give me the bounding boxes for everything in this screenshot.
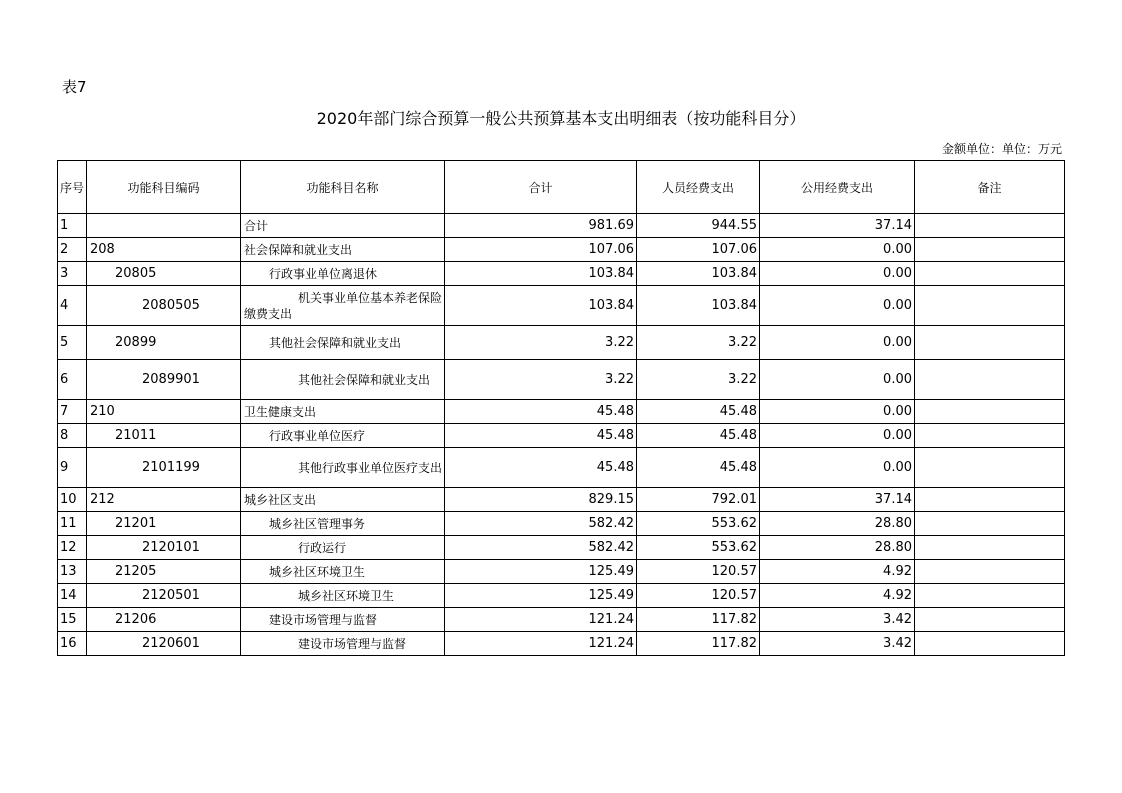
row-total: 121.24 [445, 632, 637, 656]
row-note [915, 424, 1065, 448]
row-personnel: 120.57 [637, 560, 760, 584]
row-public: 0.00 [760, 326, 915, 360]
row-seq: 16 [58, 632, 87, 656]
table-row [58, 488, 1065, 512]
row-public: 28.80 [760, 512, 915, 536]
row-note [915, 326, 1065, 360]
table-row [58, 608, 1065, 632]
row-seq: 13 [58, 560, 87, 584]
table-row [58, 238, 1065, 262]
row-code: 2089901 [87, 360, 241, 400]
row-total: 121.24 [445, 608, 637, 632]
table-row [58, 326, 1065, 360]
row-total: 3.22 [445, 326, 637, 360]
column-header-note: 备注 [915, 161, 1065, 214]
row-code: 20899 [87, 326, 241, 360]
table-row [58, 286, 1065, 326]
amount-unit-note: 金额单位：单位：万元 [941, 142, 1062, 156]
row-personnel: 107.06 [637, 238, 760, 262]
row-seq: 10 [58, 488, 87, 512]
row-note [915, 448, 1065, 488]
row-note [915, 488, 1065, 512]
table-body [58, 214, 1065, 656]
row-seq: 3 [58, 262, 87, 286]
row-public: 0.00 [760, 448, 915, 488]
row-public: 0.00 [760, 286, 915, 326]
table-row [58, 512, 1065, 536]
row-personnel: 3.22 [637, 360, 760, 400]
row-name: 城乡社区环境卫生 [241, 584, 445, 608]
row-total: 107.06 [445, 238, 637, 262]
row-note [915, 360, 1065, 400]
table-row [58, 400, 1065, 424]
row-public: 0.00 [760, 424, 915, 448]
row-code: 208 [87, 238, 241, 262]
row-code: 2080505 [87, 286, 241, 326]
table-header-row [58, 161, 1065, 214]
row-note [915, 632, 1065, 656]
row-note [915, 262, 1065, 286]
row-seq: 14 [58, 584, 87, 608]
row-personnel: 45.48 [637, 424, 760, 448]
table-row [58, 632, 1065, 656]
row-seq: 4 [58, 286, 87, 326]
row-note [915, 536, 1065, 560]
row-name: 其他社会保障和就业支出 [241, 326, 445, 360]
document-title: 2020年部门综合预算一般公共预算基本支出明细表（按功能科目分） [316, 109, 806, 128]
row-note [915, 286, 1065, 326]
row-public: 37.14 [760, 214, 915, 238]
table-row [58, 262, 1065, 286]
row-total: 45.48 [445, 424, 637, 448]
row-public: 3.42 [760, 608, 915, 632]
table-row [58, 360, 1065, 400]
row-seq: 8 [58, 424, 87, 448]
row-note [915, 238, 1065, 262]
table-row [58, 536, 1065, 560]
table-row [58, 214, 1065, 238]
row-total: 981.69 [445, 214, 637, 238]
row-public: 28.80 [760, 536, 915, 560]
row-public: 0.00 [760, 400, 915, 424]
row-code: 2101199 [87, 448, 241, 488]
row-personnel: 117.82 [637, 632, 760, 656]
row-name: 行政事业单位离退休 [241, 262, 445, 286]
row-public: 4.92 [760, 584, 915, 608]
row-seq: 9 [58, 448, 87, 488]
row-seq: 1 [58, 214, 87, 238]
row-code: 21206 [87, 608, 241, 632]
row-total: 125.49 [445, 584, 637, 608]
row-total: 45.48 [445, 400, 637, 424]
row-personnel: 45.48 [637, 400, 760, 424]
row-seq: 15 [58, 608, 87, 632]
row-name: 其他行政事业单位医疗支出 [241, 448, 445, 488]
row-name: 行政事业单位医疗 [241, 424, 445, 448]
row-name: 机关事业单位基本养老保险缴费支出 [241, 286, 445, 326]
row-total: 829.15 [445, 488, 637, 512]
row-note [915, 400, 1065, 424]
row-name: 建设市场管理与监督 [241, 632, 445, 656]
row-seq: 2 [58, 238, 87, 262]
row-code: 21201 [87, 512, 241, 536]
row-personnel: 45.48 [637, 448, 760, 488]
row-public: 0.00 [760, 262, 915, 286]
row-personnel: 944.55 [637, 214, 760, 238]
row-total: 103.84 [445, 286, 637, 326]
row-public: 4.92 [760, 560, 915, 584]
row-name: 城乡社区支出 [241, 488, 445, 512]
row-note [915, 560, 1065, 584]
column-header-seq: 序号 [58, 161, 87, 214]
row-public: 3.42 [760, 632, 915, 656]
row-name: 城乡社区环境卫生 [241, 560, 445, 584]
column-header-personnel: 人员经费支出 [637, 161, 760, 214]
row-total: 45.48 [445, 448, 637, 488]
row-code: 2120101 [87, 536, 241, 560]
table-row [58, 448, 1065, 488]
row-name: 城乡社区管理事务 [241, 512, 445, 536]
row-note [915, 214, 1065, 238]
row-name: 建设市场管理与监督 [241, 608, 445, 632]
row-total: 125.49 [445, 560, 637, 584]
row-seq: 7 [58, 400, 87, 424]
row-code: 21011 [87, 424, 241, 448]
row-seq: 5 [58, 326, 87, 360]
column-header-name: 功能科目名称 [241, 161, 445, 214]
row-personnel: 103.84 [637, 262, 760, 286]
row-note [915, 608, 1065, 632]
row-code: 20805 [87, 262, 241, 286]
table-row [58, 424, 1065, 448]
row-public: 0.00 [760, 360, 915, 400]
column-header-total: 合计 [445, 161, 637, 214]
row-seq: 6 [58, 360, 87, 400]
row-public: 0.00 [760, 238, 915, 262]
table-row [58, 560, 1065, 584]
row-total: 103.84 [445, 262, 637, 286]
row-note [915, 584, 1065, 608]
column-header-public: 公用经费支出 [760, 161, 915, 214]
table-number-label: 表7 [62, 78, 87, 96]
column-header-code: 功能科目编码 [87, 161, 241, 214]
row-seq: 12 [58, 536, 87, 560]
row-code: 212 [87, 488, 241, 512]
row-personnel: 3.22 [637, 326, 760, 360]
row-seq: 11 [58, 512, 87, 536]
row-note [915, 512, 1065, 536]
row-code [87, 214, 241, 238]
row-name: 卫生健康支出 [241, 400, 445, 424]
row-total: 582.42 [445, 536, 637, 560]
table-row [58, 584, 1065, 608]
row-total: 582.42 [445, 512, 637, 536]
expenditure-detail-table [57, 160, 1065, 656]
row-personnel: 792.01 [637, 488, 760, 512]
row-personnel: 553.62 [637, 512, 760, 536]
row-public: 37.14 [760, 488, 915, 512]
row-personnel: 103.84 [637, 286, 760, 326]
row-code: 21205 [87, 560, 241, 584]
row-code: 2120501 [87, 584, 241, 608]
row-name: 其他社会保障和就业支出 [241, 360, 445, 400]
row-code: 2120601 [87, 632, 241, 656]
row-personnel: 553.62 [637, 536, 760, 560]
row-name: 合计 [241, 214, 445, 238]
row-personnel: 117.82 [637, 608, 760, 632]
row-name: 行政运行 [241, 536, 445, 560]
row-total: 3.22 [445, 360, 637, 400]
row-name: 社会保障和就业支出 [241, 238, 445, 262]
row-personnel: 120.57 [637, 584, 760, 608]
row-code: 210 [87, 400, 241, 424]
